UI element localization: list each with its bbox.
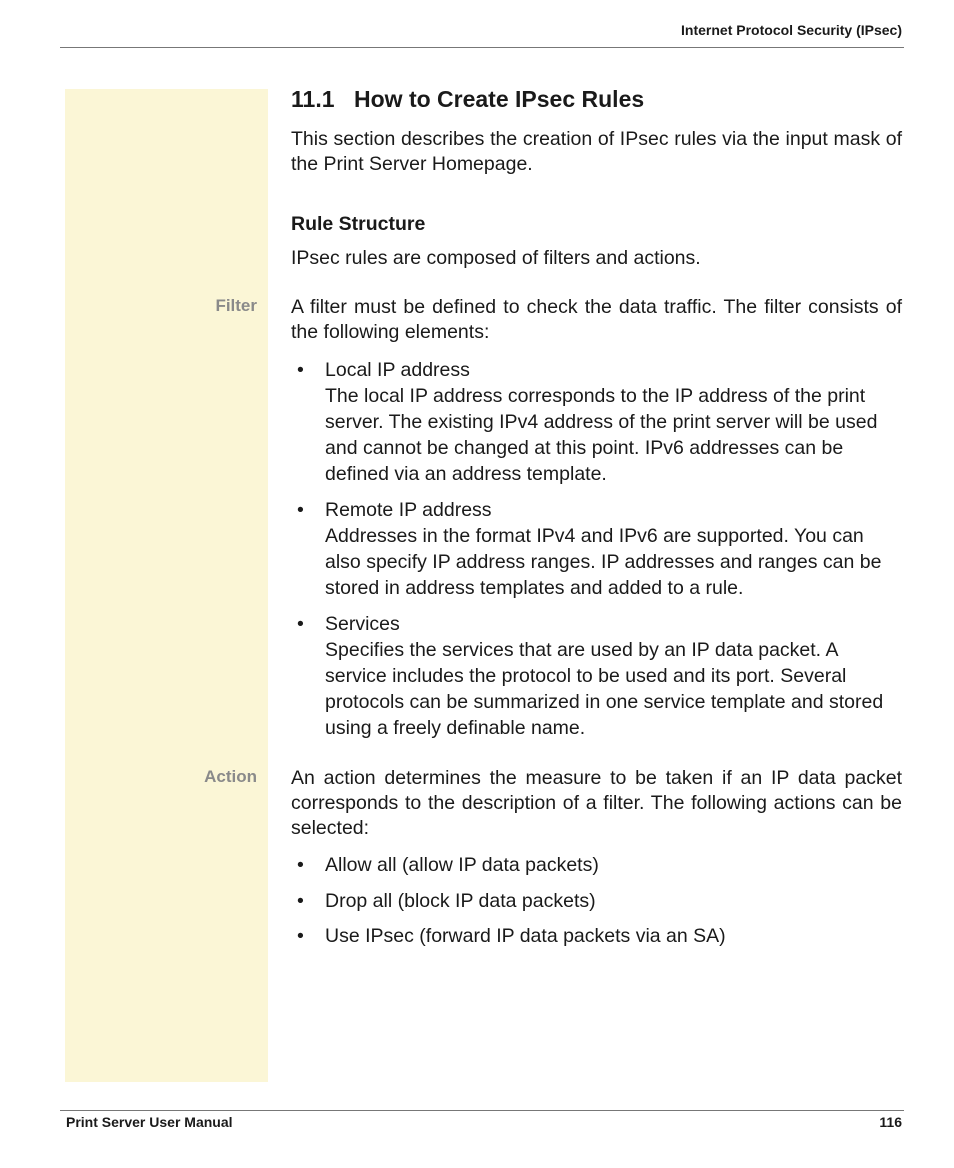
- section-title: How to Create IPsec Rules: [354, 86, 645, 112]
- bullet-icon: •: [297, 613, 304, 635]
- bullet-icon: •: [297, 359, 304, 381]
- list-item-text: Use IPsec (forward IP data packets via an SA): [325, 925, 726, 947]
- bullet-icon: •: [297, 890, 304, 912]
- footer-manual-title: Print Server User Manual: [66, 1114, 233, 1130]
- footer-divider: [60, 1110, 904, 1111]
- list-item-text: Specifies the services that are used by an IP data packet. A service includes the protocol to be used and its port. Several protocols can be summarized in one service template and stored using a freely definable name.: [325, 639, 884, 739]
- bullet-icon: •: [297, 499, 304, 521]
- margin-label-filter: Filter: [215, 296, 257, 315]
- list-item-text: Allow all (allow IP data packets): [325, 854, 599, 876]
- list-item-title: Local IP address: [325, 359, 470, 381]
- section-number: 11.1: [291, 86, 335, 112]
- page-number: 116: [879, 1114, 902, 1130]
- section-heading: [291, 86, 644, 113]
- bullet-icon: •: [297, 925, 304, 947]
- subheading-rule-structure: Rule Structure: [291, 213, 426, 235]
- list-item-title: Services: [325, 613, 400, 635]
- list-item: [291, 888, 902, 914]
- header-divider: [60, 47, 904, 48]
- running-header: Internet Protocol Security (IPsec): [681, 22, 902, 38]
- bullet-icon: •: [297, 854, 304, 876]
- list-item-text: Addresses in the format IPv4 and IPv6 are supported. You can also specify IP address ranges. IP addresses and ranges can be stored in address templates and added to a rule.: [325, 525, 882, 599]
- list-item-text: The local IP address corresponds to the IP address of the print server. The existing IPv4 address of the print server will be used and cannot be changed at this point. IPv6 addresses can be defined via an address template.: [325, 385, 878, 485]
- filter-intro: A filter must be defined to check the data traffic. The filter consists of the following elements:: [291, 296, 902, 343]
- action-intro: An action determines the measure to be taken if an IP data packet corresponds to the description of a filter. The following actions can be selected:: [291, 767, 902, 839]
- list-item: [291, 357, 902, 487]
- list-item-text: Drop all (block IP data packets): [325, 890, 596, 912]
- section-intro: This section describes the creation of IPsec rules via the input mask of the Print Server Homepage.: [291, 128, 902, 175]
- rule-structure-text: IPsec rules are composed of filters and actions.: [291, 247, 701, 269]
- margin-sidebar: [65, 89, 268, 1082]
- list-item: [291, 497, 902, 601]
- margin-label-action: Action: [204, 767, 257, 786]
- list-item: [291, 923, 902, 949]
- list-item: [291, 611, 902, 741]
- list-item: [291, 852, 902, 878]
- list-item-title: Remote IP address: [325, 499, 492, 521]
